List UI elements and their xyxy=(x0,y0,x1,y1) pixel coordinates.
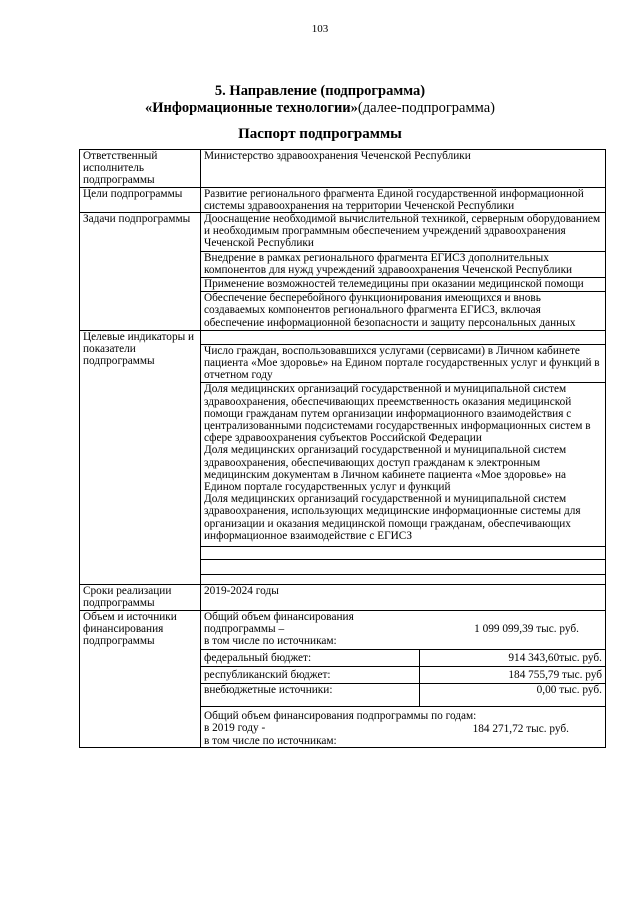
source-row xyxy=(201,650,605,667)
source-name: внебюджетные источники: xyxy=(201,684,419,707)
row-terms xyxy=(80,585,606,610)
source-amount: 914 343,60тыс. руб. xyxy=(419,650,605,667)
label-responsible: Ответственный исполнитель подпрограммы xyxy=(80,150,201,188)
row-goals xyxy=(80,187,606,212)
source-amount: 0,00 тыс. руб. xyxy=(419,684,605,707)
financing-year-amount: 184 271,72 тыс. руб. xyxy=(472,723,569,736)
value-goals: Развитие регионального фрагмента Единой государственной информационной системы здравоохранения на территории Чеченской Республики xyxy=(201,187,606,212)
label-financing: Объем и источники финансирования подпрограммы xyxy=(80,610,201,747)
row-indicators xyxy=(80,330,606,584)
indicator-item: Доля медицинских организаций государственной и муниципальной систем здравоохранения, обеспечивающих доступ гражданам к электронным медицинским документам в Личном кабинете пациента «Мое здоровье» на Едином портале государственных услуг и функций xyxy=(204,444,567,494)
source-row xyxy=(201,684,605,707)
passport-table xyxy=(79,149,606,748)
row-tasks xyxy=(80,213,606,331)
source-name: федеральный бюджет: xyxy=(201,650,419,667)
page-number: 103 xyxy=(311,23,329,35)
task-item: Внедрение в рамках регионального фрагмента ЕГИСЗ дополнительных компонентов для нужд учреждений здравоохранения Чеченской Республики xyxy=(201,252,605,278)
heading-subprogram-name: «Информационные технологии» xyxy=(144,100,358,116)
task-item: Дооснащение необходимой вычислительной техникой, серверным оборудованием и необходимым программным обеспечением учреждений здравоохранения Чеченской Республики xyxy=(201,213,605,252)
indicator-item: Доля медицинских организаций государственной и муниципальной систем здравоохранения, использующих медицинские информационные системы для организации и оказания медицинской помощи гражданам, обеспечивающих информационное взаимодействие с ЕГИСЗ xyxy=(204,493,581,542)
source-name: республиканский бюджет: xyxy=(201,667,419,684)
value-terms: 2019-2024 годы xyxy=(201,585,606,610)
passport-title: Паспорт подпрограммы xyxy=(238,126,402,142)
section-heading xyxy=(0,83,640,117)
task-item: Обеспечение бесперебойного функционирования имеющихся и вновь создаваемых компонентов регионального фрагмента ЕГИСЗ, включая обеспечение информационной безопасности и защиту персональных данных xyxy=(204,292,576,329)
source-amount: 184 755,79 тыс. руб xyxy=(419,667,605,684)
financing-total: Общий объем финансирования подпрограммы – в том числе по источникам: 1 099 099,39 тыс. руб. xyxy=(201,611,605,651)
label-terms: Сроки реализации подпрограммы xyxy=(80,585,201,610)
label-goals: Цели подпрограммы xyxy=(80,187,201,212)
label-tasks: Задачи подпрограммы xyxy=(80,213,201,331)
row-responsible xyxy=(80,150,606,188)
task-item: Применение возможностей телемедицины при оказании медицинской помощи xyxy=(201,278,605,292)
heading-suffix: (далее-подпрограмма) xyxy=(357,100,496,116)
indicator-item: Число граждан, воспользовавшихся услугами (сервисами) в Личном кабинете пациента «Мое здоровье» на Едином портале государственных услуг и функций в отчетном году xyxy=(201,345,605,384)
value-responsible: Министерство здравоохранения Чеченской Республики xyxy=(201,150,606,188)
indicator-item: Доля медицинских организаций государственной и муниципальной систем здравоохранения, обеспечивающих преемственность оказания медицинской помощи гражданам путем организации информационного взаимодействия с централизованными подсистемами государственных информационных систем в сфере здравоохранения субъектов Российской Федерации xyxy=(204,383,591,445)
financing-by-year: Общий объем финансирования подпрограммы по годам: в 2019 году - в том числе по источникам: 184 271,72 тыс. руб. xyxy=(204,710,569,747)
financing-total-amount: 1 099 099,39 тыс. руб. xyxy=(474,622,579,635)
source-row xyxy=(201,667,605,684)
label-indicators: Целевые индикаторы и показатели подпрограммы xyxy=(80,330,201,584)
heading-line-1: 5. Направление (подпрограмма) xyxy=(214,83,426,99)
financing-sources-table xyxy=(201,650,605,707)
row-financing xyxy=(80,610,606,747)
